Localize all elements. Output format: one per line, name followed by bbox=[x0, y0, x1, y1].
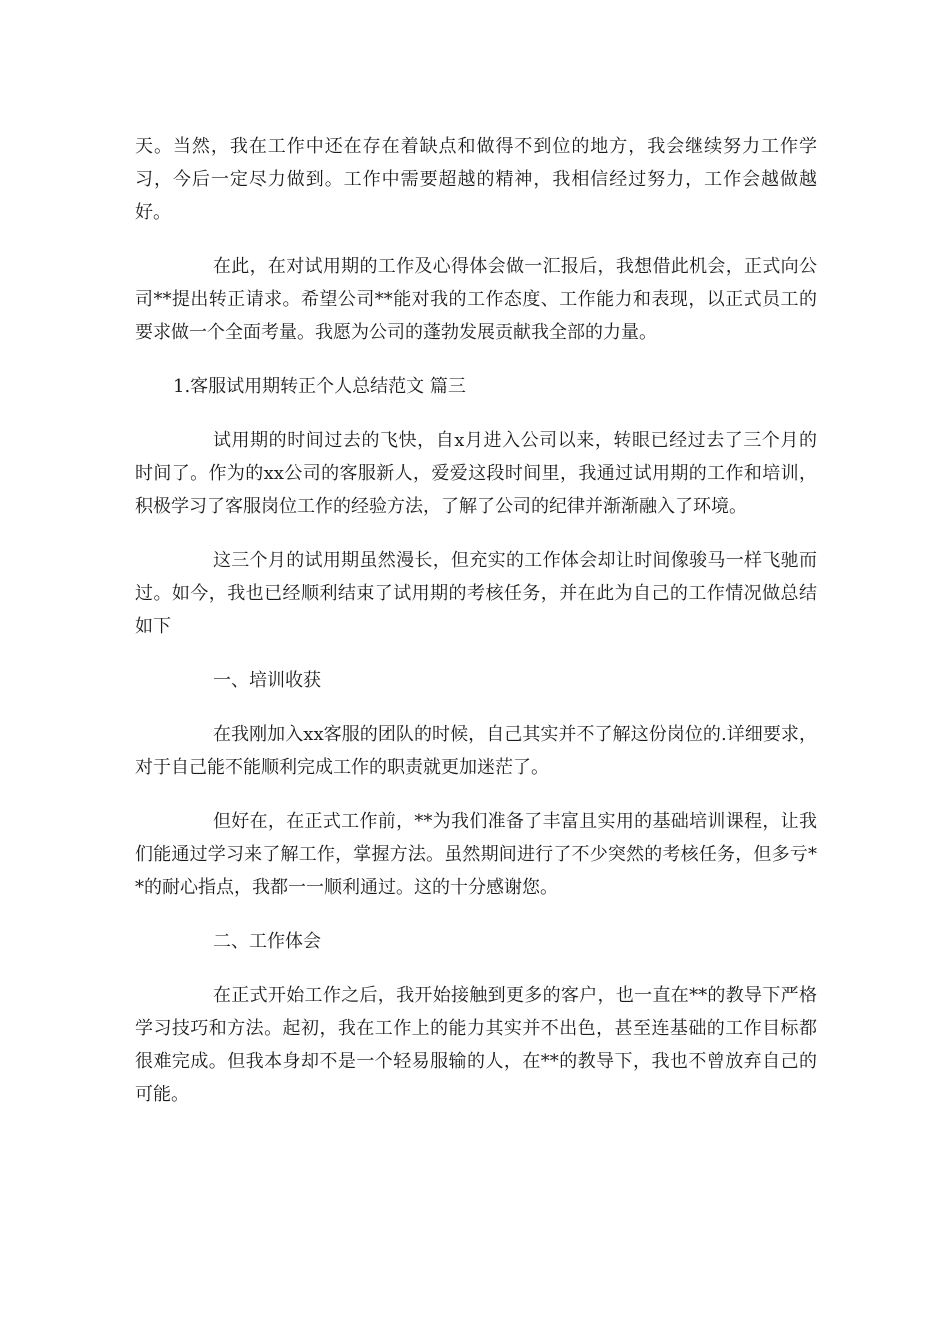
paragraph-experience-1: 在正式开始工作之后，我开始接触到更多的客户，也一直在**的教导下严格学习技巧和方法。起初，我在工作上的能力其实并不出色，甚至连基础的工作目标都很难完成。但我本身却不是一个轻易服输的人，在**的教导下，我也不曾放弃自己的可能。 bbox=[135, 985, 817, 1105]
paragraph-training-1: 在我刚加入xx客服的团队的时候，自己其实并不了解这份岗位的.详细要求，对于自己能不能顺利完成工作的职责就更加迷茫了。 bbox=[135, 724, 817, 778]
subheading-training: 一、培训收获 bbox=[213, 670, 321, 691]
paragraph-transfer-request: 在此，在对试用期的工作及心得体会做一汇报后，我想借此机会，正式向公司**提出转正请求。希望公司**能对我的工作态度、工作能力和表现，以正式员工的要求做一个全面考量。我愿为公司的蓬勃发展贡献我全部的力量。 bbox=[135, 256, 817, 343]
section-heading: 1.客服试用期转正个人总结范文 篇三 bbox=[173, 376, 466, 397]
paragraph-summary-lead: 这三个月的试用期虽然漫长，但充实的工作体会却让时间像骏马一样飞驰而过。如今，我也已经顺利结束了试用期的考核任务，并在此为自己的工作情况做总结如下 bbox=[135, 550, 817, 637]
paragraph-training-2: 但好在，在正式工作前，**为我们准备了丰富且实用的基础培训课程，让我们能通过学习来了解工作，掌握方法。虽然期间进行了不少突然的考核任务，但多亏**的耐心指点，我都一一顺利通过。这的十分感谢您。 bbox=[135, 811, 817, 898]
paragraph-continued: 天。当然，我在工作中还在存在着缺点和做得不到位的地方，我会继续努力工作学习，今后一定尽力做到。工作中需要超越的精神，我相信经过努力，工作会越做越好。 bbox=[135, 136, 817, 223]
subheading-experience: 二、工作体会 bbox=[213, 931, 321, 952]
document-body bbox=[135, 130, 817, 1132]
paragraph-intro: 试用期的时间过去的飞快，自x月进入公司以来，转眼已经过去了三个月的时间了。作为的xx公司的客服新人，爱爱这段时间里，我通过试用期的工作和培训，积极学习了客服岗位工作的经验方法，了解了公司的纪律并渐渐融入了环境。 bbox=[135, 430, 817, 517]
